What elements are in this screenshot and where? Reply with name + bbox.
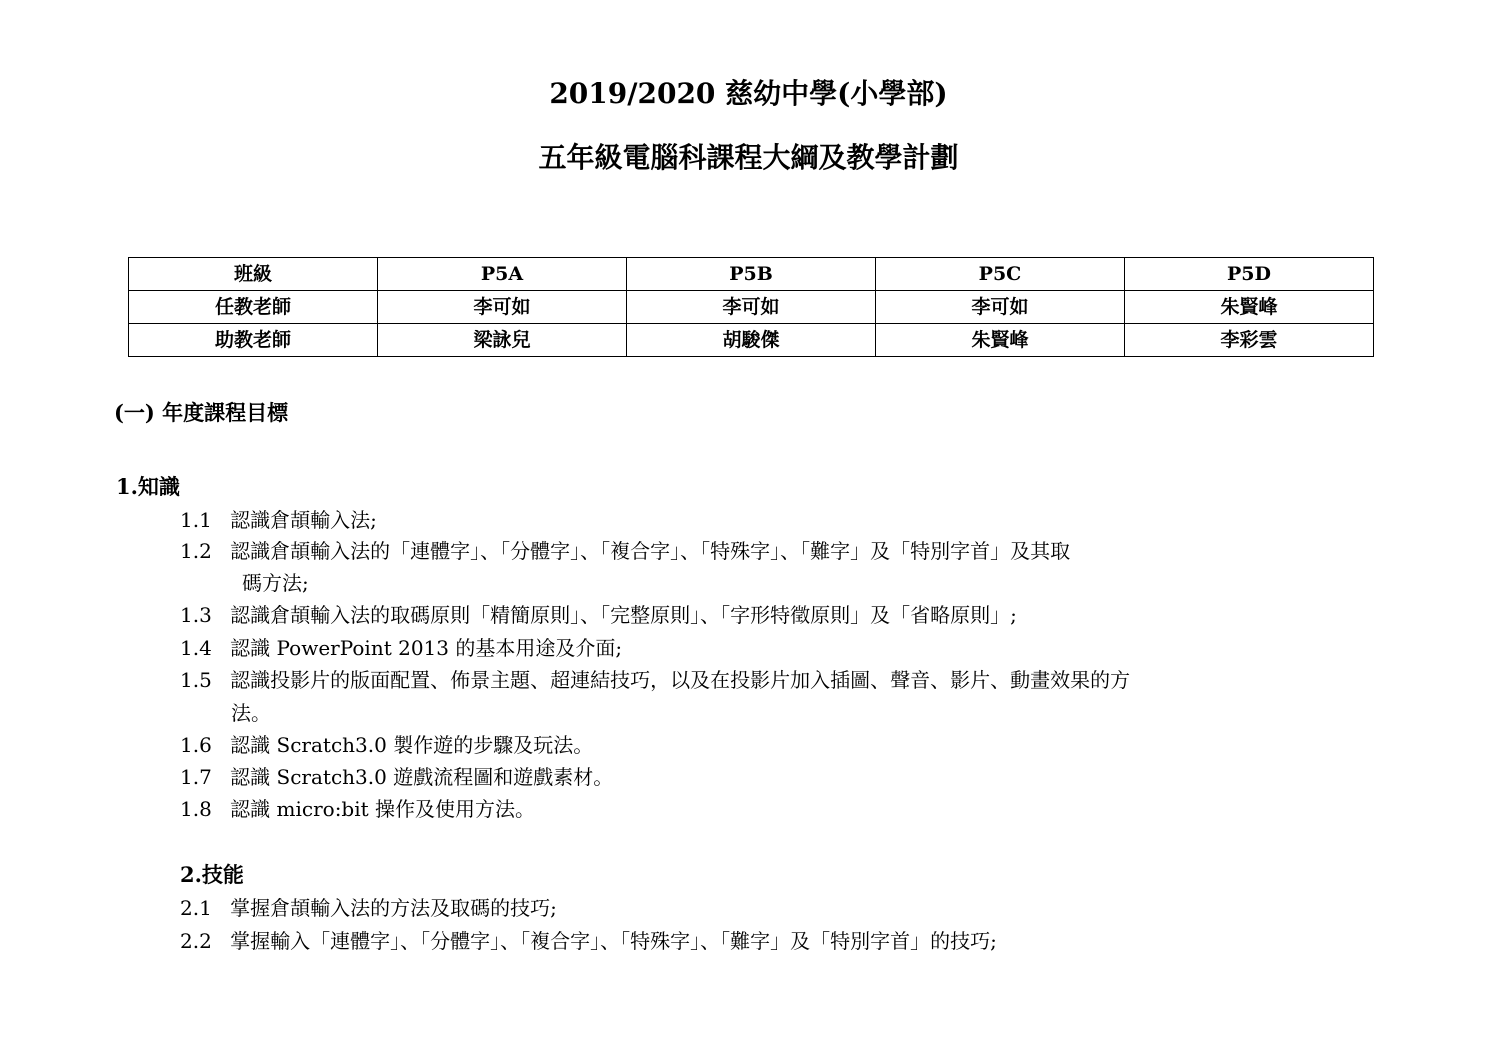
table-cell: P5D [1125, 258, 1374, 291]
item-text: 掌握輸入「連體字」、「分體字」、「複合字」、「特殊字」、「難字」及「特別字首」的技巧; [230, 929, 997, 953]
list-item [180, 762, 613, 792]
table-cell: 班級 [129, 258, 378, 291]
item-number: 1.8 [180, 797, 212, 821]
list-item [180, 730, 593, 760]
table-cell: 李可如 [876, 291, 1125, 324]
table-row [129, 324, 1374, 357]
table-cell: 李彩雲 [1125, 324, 1374, 357]
item-text: 認識 Scratch3.0 遊戲流程圖和遊戲素材。 [230, 765, 614, 789]
item-number: 1.7 [180, 765, 212, 789]
table-cell: 助教老師 [129, 324, 378, 357]
table-cell: 李可如 [627, 291, 876, 324]
item-text: 認識倉頡輸入法的「連體字」、「分體字」、「複合字」、「特殊字」、「難字」及「特別字首」及其取 [230, 539, 1071, 563]
item-number: 1.4 [180, 636, 212, 660]
table-cell: 任教老師 [129, 291, 378, 324]
section-heading: (一) 年度課程目標 [114, 400, 289, 425]
table-cell: P5B [627, 258, 876, 291]
item-text-continuation: 碼方法; [242, 571, 309, 595]
item-text: 認識投影片的版面配置、佈景主題、超連結技巧，以及在投影片加入插圖、聲音、影片、動畫效果的方 [230, 668, 1131, 692]
table-header-row [129, 258, 1374, 291]
item-number: 1.2 [180, 539, 212, 563]
list-item [180, 536, 1070, 566]
table-cell: 李可如 [378, 291, 627, 324]
item-text: 認識倉頡輸入法的取碼原則「精簡原則」、「完整原則」、「字形特徵原則」及「省略原則」; [230, 603, 1017, 627]
item-text: 認識 Scratch3.0 製作遊的步驟及玩法。 [230, 733, 594, 757]
table-cell: P5C [876, 258, 1125, 291]
list-item [180, 633, 622, 663]
document-subtitle: 五年級電腦科課程大綱及教學計劃 [538, 141, 959, 174]
item-text: 認識 micro:bit 操作及使用方法。 [230, 797, 536, 821]
table-cell: 朱賢峰 [1125, 291, 1374, 324]
item-number: 1.3 [180, 603, 212, 627]
table-cell: 胡駿傑 [627, 324, 876, 357]
item-text-continuation: 法。 [231, 701, 271, 725]
item-number: 2.2 [180, 929, 212, 953]
item-number: 1.5 [180, 668, 212, 692]
item-text: 認識倉頡輸入法; [230, 508, 377, 532]
table-cell: P5A [378, 258, 627, 291]
knowledge-heading: 1.知識 [116, 474, 180, 499]
item-number: 1.6 [180, 733, 212, 757]
list-item [180, 600, 1017, 630]
list-item [180, 505, 377, 535]
table-cell: 梁詠兒 [378, 324, 627, 357]
list-item [180, 665, 1130, 695]
item-number: 1.1 [180, 508, 212, 532]
list-item [180, 893, 557, 923]
item-text: 認識 PowerPoint 2013 的基本用途及介面; [230, 636, 623, 660]
item-text: 掌握倉頡輸入法的方法及取碼的技巧; [230, 896, 557, 920]
item-number: 2.1 [180, 896, 212, 920]
table-row [129, 291, 1374, 324]
table-cell: 朱賢峰 [876, 324, 1125, 357]
document-title: 2019/2020 慈幼中學(小學部) [549, 77, 948, 110]
list-item [180, 794, 535, 824]
skills-heading: 2.技能 [180, 862, 244, 887]
class-teacher-table [128, 257, 1374, 357]
list-item [180, 926, 997, 956]
